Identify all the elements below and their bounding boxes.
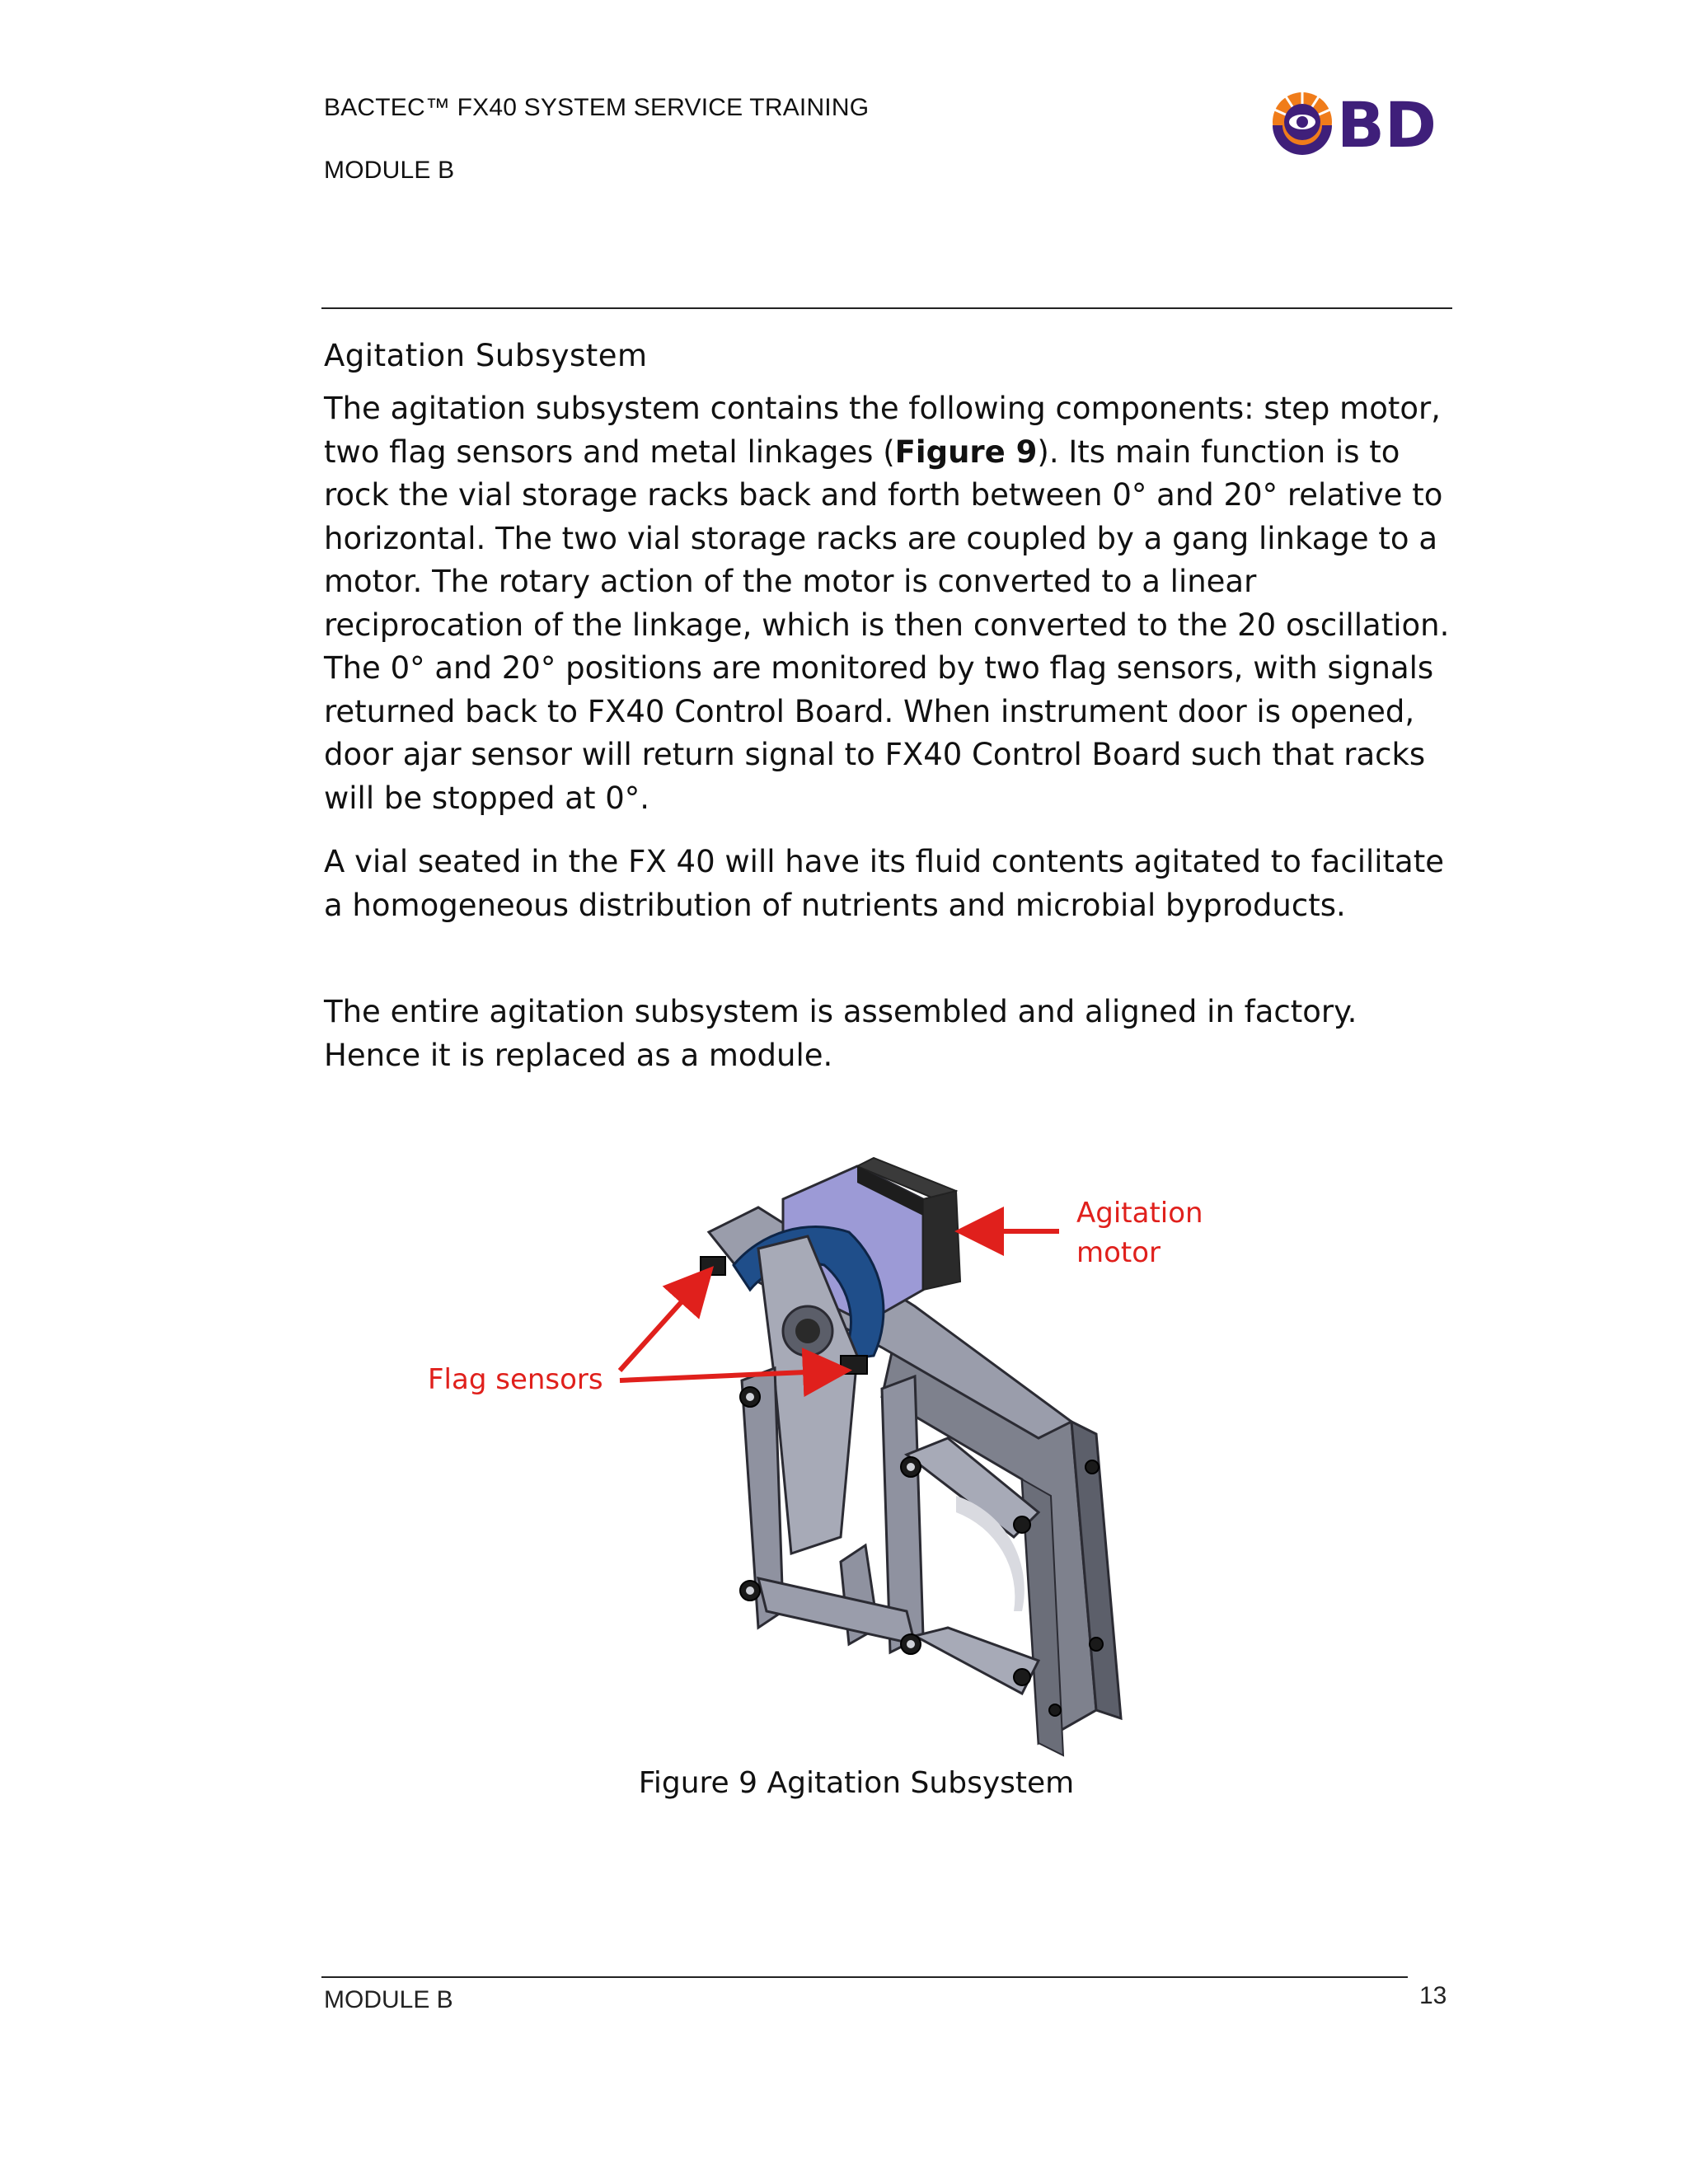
figure-reference: Figure 9	[894, 434, 1038, 470]
flag-sensor-arrow-1	[620, 1273, 707, 1371]
flag-sensor-arrow-2	[620, 1371, 842, 1380]
paragraph-3: The entire agitation subsystem is assembled and aligned in factory. Hence it is replaced as a module.	[324, 994, 1357, 1073]
footer-module: MODULE B	[324, 1986, 453, 2013]
header-module: MODULE B	[324, 157, 455, 184]
footer-rule	[321, 1976, 1408, 1978]
callout-motor-line-1: Agitation	[1076, 1197, 1203, 1230]
figure-caption: Figure 9 Agitation Subsystem	[638, 1766, 1075, 1800]
paragraph-2: A vial seated in the FX 40 will have its fluid contents agitated to facilitate a homogeneous distribution of nutrients and microbial byproducts.	[324, 844, 1444, 923]
paragraph-1-b: ). Its main function is to rock the vial storage racks back and forth between 0° and 20° relative to horizontal. The two vial storage racks are coupled by a gang linkage to a motor. The rotary action of the motor is converted to a linear reciprocation of the linkage, which is then converted to the 20 oscillation. The 0° and 20° positions are monitored by two flag sensors, with signals returned back to FX40 Control Board. When instrument door is opened, door ajar sensor will return signal to FX40 Control Board such that racks will be stopped at 0°.	[324, 434, 1450, 816]
page-number: 13	[1419, 1982, 1447, 2009]
section-title: Agitation Subsystem	[324, 338, 648, 373]
bd-logo-text: BD	[1337, 88, 1437, 161]
paragraph-1-a: The agitation subsystem contains the following components: step motor, two flag sensors and metal linkages (	[324, 391, 1441, 470]
header-title: BACTEC™ FX40 SYSTEM SERVICE TRAINING	[324, 94, 870, 121]
callout-agitation-motor	[1076, 1193, 1203, 1272]
callout-flag-sensors: Flag sensors	[428, 1363, 603, 1396]
callout-motor-line-2: motor	[1076, 1236, 1161, 1269]
